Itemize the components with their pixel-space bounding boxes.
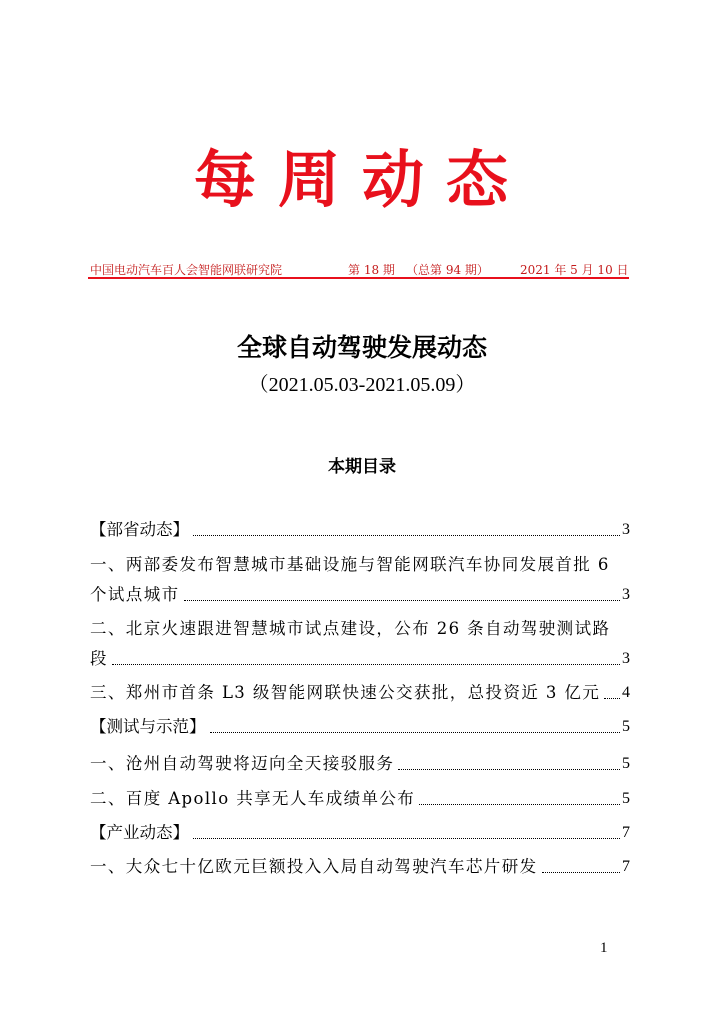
toc-entry[interactable] bbox=[90, 678, 630, 704]
dot-leader bbox=[193, 535, 620, 536]
toc-entry-text: 【产业动态】 bbox=[90, 823, 189, 842]
toc-entry-text: 二、北京火速跟进智慧城市试点建设，公布 26 条自动驾驶测试路 bbox=[90, 619, 611, 638]
toc-entry[interactable] bbox=[90, 818, 630, 844]
toc-entry[interactable] bbox=[90, 784, 630, 810]
dot-leader bbox=[112, 664, 620, 665]
header-divider bbox=[88, 277, 629, 279]
toc-page-number: 4 bbox=[622, 684, 630, 701]
toc-entry-text: 一、两部委发布智慧城市基础设施与智能网联汽车协同发展首批 6 bbox=[90, 555, 610, 574]
issue-date: 2021 年 5 月 10 日 bbox=[520, 263, 629, 277]
toc-entry-text: 段 bbox=[90, 649, 108, 668]
dot-leader bbox=[542, 872, 621, 873]
document-title: 全球自动驾驶发展动态 bbox=[236, 333, 487, 362]
toc-page-number: 3 bbox=[622, 586, 630, 603]
dot-leader bbox=[419, 804, 620, 805]
toc-entry[interactable] bbox=[90, 550, 630, 576]
toc-page-number: 5 bbox=[622, 790, 630, 807]
toc-entry[interactable] bbox=[90, 852, 630, 878]
dot-leader bbox=[193, 838, 620, 839]
date-range: （2021.05.03-2021.05.09） bbox=[248, 374, 476, 396]
toc-heading: 本期目录 bbox=[328, 457, 396, 477]
toc-entry-text: 【部省动态】 bbox=[90, 520, 189, 539]
toc-entry-continued[interactable] bbox=[90, 580, 630, 606]
masthead-title: 每周动态 bbox=[193, 143, 530, 216]
toc-entry[interactable] bbox=[90, 712, 630, 738]
dot-leader bbox=[210, 732, 621, 733]
toc-entry-text: 二、百度 Apollo 共享无人车成绩单公布 bbox=[90, 789, 416, 808]
toc-entry[interactable] bbox=[90, 749, 630, 775]
toc-entry-text: 个试点城市 bbox=[90, 585, 180, 604]
page-number: 1 bbox=[600, 940, 608, 956]
toc-page-number: 3 bbox=[622, 650, 630, 667]
publisher-name: 中国电动汽车百人会智能网联研究院 bbox=[90, 263, 283, 277]
toc-entry-text: 一、沧州自动驾驶将迈向全天接驳服务 bbox=[90, 754, 395, 773]
dot-leader bbox=[604, 698, 620, 699]
toc-entry[interactable] bbox=[90, 515, 630, 541]
toc-entry-text: 一、大众七十亿欧元巨额投入入局自动驾驶汽车芯片研发 bbox=[90, 857, 538, 876]
toc-entry-text: 【测试与示范】 bbox=[90, 717, 206, 736]
total-issue-number: （总第 94 期） bbox=[406, 263, 489, 277]
toc-page-number: 5 bbox=[622, 718, 630, 735]
toc-entry-continued[interactable] bbox=[90, 644, 630, 670]
toc-page-number: 7 bbox=[622, 858, 630, 875]
toc-entry[interactable] bbox=[90, 614, 630, 640]
issue-number: 第 18 期 bbox=[348, 263, 395, 277]
toc-page-number: 3 bbox=[622, 521, 630, 538]
dot-leader bbox=[184, 600, 621, 601]
toc-page-number: 7 bbox=[622, 824, 630, 841]
dot-leader bbox=[398, 769, 620, 770]
toc-page-number: 5 bbox=[622, 755, 630, 772]
toc-entry-text: 三、郑州市首条 L3 级智能网联快速公交获批，总投资近 3 亿元 bbox=[90, 683, 601, 702]
